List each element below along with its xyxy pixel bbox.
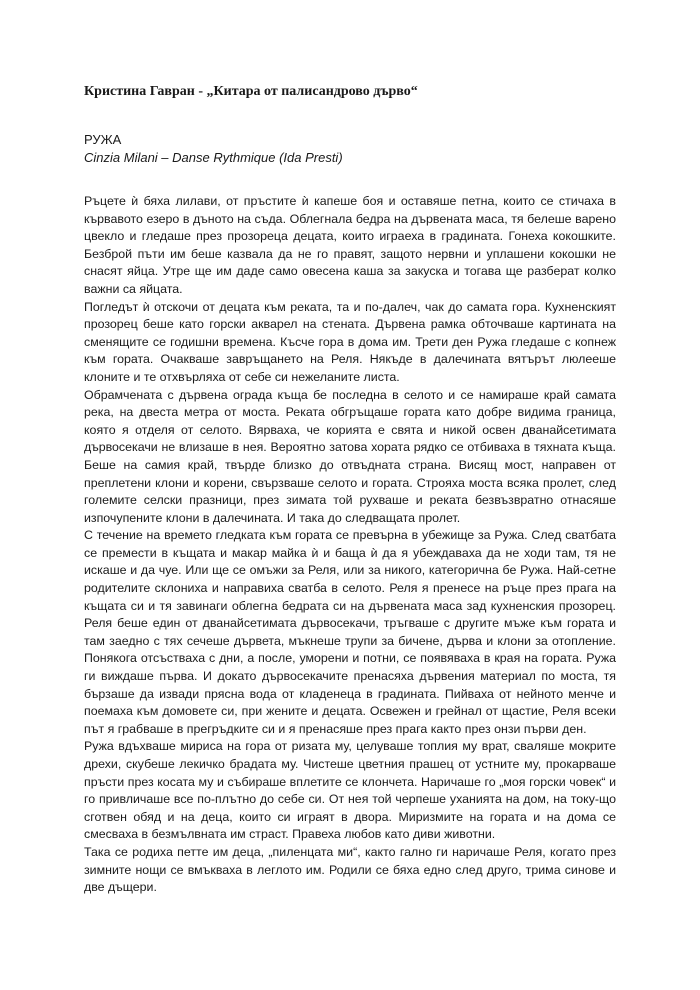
paragraph-1: Ръцете ѝ бяха лилави, от пръстите ѝ капеше боя и оставяше петна, които се стичаха в кървавото езеро в дъното на съда. Облегнала бедра на дървената маса, тя белеше варено цвекло и гледаше през прозореца децата, които играеха в градината. Гонеха кокошките. Безброй пъти им беше казвала да не го правят, защото нервни и уплашени кокошки не снасят яйца. Утре ще им даде само овесена каша за закуска и тогава ще разберат колко важни са яйцата. [84,194,616,296]
document-title: Кристина Гавран - „Китара от палисандрово дърво“ [84,84,418,99]
section-heading: РУЖА [84,132,122,147]
music-subtitle: Cinzia Milani – Danse Rythmique (Ida Presti) [84,150,343,165]
paragraph-6: Така се родиха петте им деца, „пиленцата ми“, както гално ги наричаше Реля, когато през зимните нощи се вмъкваха в леглото им. Родили се бяха едно след друго, трима синове и две дъщери. [84,844,616,895]
story-body [84,193,616,897]
paragraph-5: Ружа вдъхваше мириса на гора от ризата му, целуваше топлия му врат, сваляше мокрите дрехи, скубеше лекичко брадата му. Чистеше цветния прашец от устните му, прокарваше пръсти през косата му и събираше вплетите се клончета. Наричаше го „моя горски човек“ и го привличаше все по-плътно до себе си. От нея той черпеше уханията на дом, на току-що сготвен обяд и на деца, които си играят в двора. Миризмите на гората и на дома се смесваха в безмълвната им страст. Правеха любов като диви животни. [84,739,616,842]
paragraph-3: Обрамчената с дървена ограда къща бе последна в селото и се намираше край самата река, на двеста метра от моста. Реката обгръщаше гората като добре видима граница, която я отделя от селото. Вярваха, че корията е свята и никой освен дванайсетимата дървосекачи не влизаше в нея. Вероятно затова хората рядко се отбиваха в тяхната къща. Беше на самия край, твърде близко до отвъдната страна. Висящ мост, направен от преплетени клони и корени, свързваше селото и гората. Строяха моста всяка пролет, след големите селски празници, през зимата той рухваше и реката безвъзвратно отнасяше изпочупените клони в далечината. И така до следващата пролет. [84,387,616,525]
paragraph-4: С течение на времето гледката към гората се превърна в убежище за Ружа. След сватбата се премести в къщата и макар майка ѝ и баща ѝ да я убеждаваха да не ходи там, тя не искаше и да чуе. Или ще се омъжи за Реля, или за никого, категорична бе Ружа. Най-сетне родителите склониха и направиха сватба в селото. Реля я пренесе на ръце през прага на къщата си и тя завинаги облегна бедрата си на дървената маса зад кухненския прозорец. Реля беше един от дванайсетимата дървосекачи, тръгваше с другите мъже към гората и там заедно с тях сечеше дървета, мъкнеше трупи за бичене, дърва и клони за отопление. Понякога отсъстваха с дни, а после, уморени и потни, се появяваха в края на гората. Ружа ги виждаше първа. И докато дървосекачите пренасяха дървения материал по моста, тя бързаше да извади прясна вода от кладенеца в градината. Пийваха от нейното менче и поемаха към домовете си, при жените и децата. Освежен и грейнал от щастие, Реля всеки път я грабваше в прегръдките си и я пренасяше през прага както през онзи първи ден. [84,528,616,736]
paragraph-2: Погледът ѝ отскочи от децата към реката, та и по-далеч, чак до самата гора. Кухненският прозорец беше като горски акварел на стената. Дървена рамка обточваше картината на сменящите се годишни времена. Късче гора в дома им. Трети ден Ружа гледаше с копнеж към гората. Очакваше завръщането на Реля. Някъде в далечината вятърът люлееше клоните и те отхвърляха от себе си нежеланите листа. [84,299,616,384]
document-content [84,83,616,897]
